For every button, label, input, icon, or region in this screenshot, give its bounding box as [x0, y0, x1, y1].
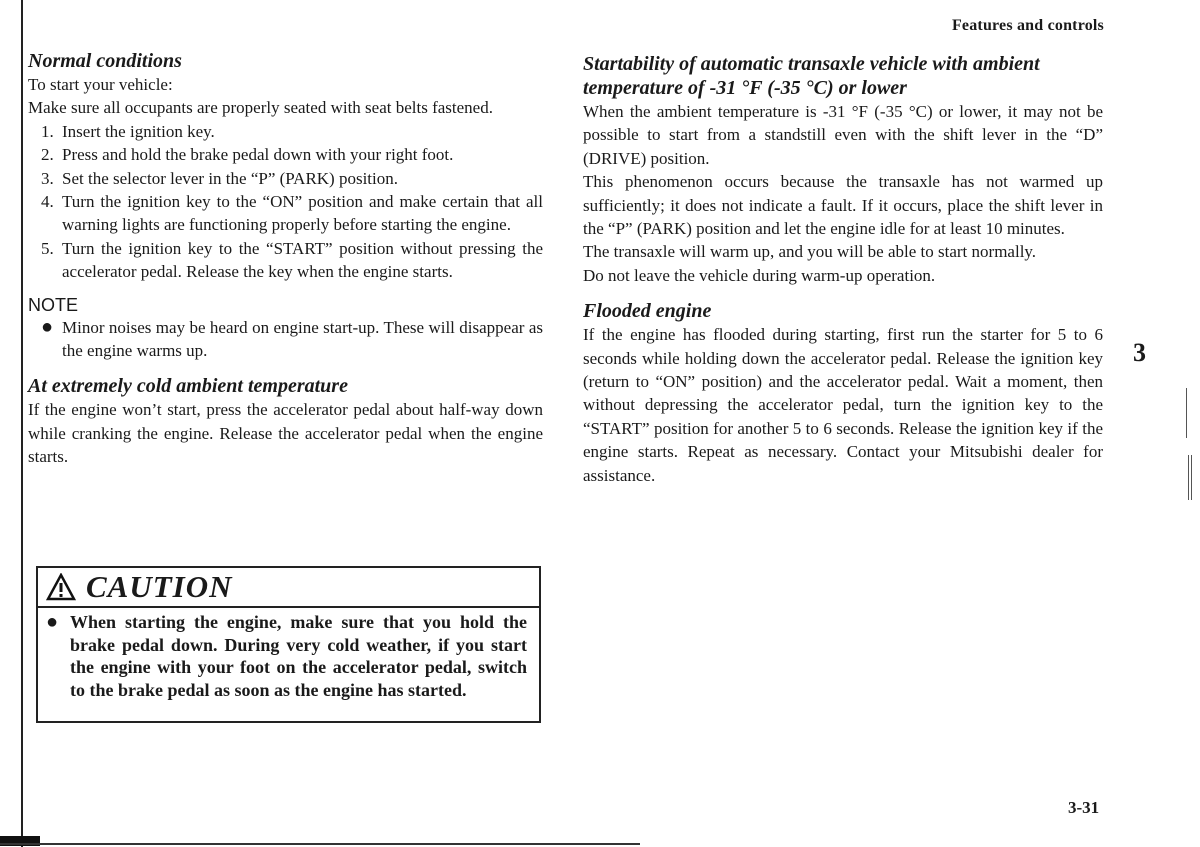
- bullet-icon: ●: [46, 611, 59, 633]
- left-column: [28, 49, 543, 469]
- startability-paragraph: Do not leave the vehicle during warm-up operation.: [583, 265, 936, 285]
- edge-tick: [1188, 455, 1189, 500]
- startability-paragraph: This phenomenon occurs because the transaxle has not warmed up sufficiently; it does not indicate a fault. If it occurs, place the shift lever in the “P” (PARK) position and let the engine idle for at least 10 minutes.: [583, 172, 1103, 239]
- warning-triangle-icon: [46, 573, 76, 601]
- step-number: 5.: [41, 238, 54, 258]
- cold-temperature-heading: At extremely cold ambient temperature: [28, 375, 348, 398]
- caution-title: CAUTION: [86, 569, 233, 604]
- list-item: [28, 120, 543, 143]
- caution-box: [36, 566, 541, 723]
- step-number: 2.: [41, 145, 54, 165]
- step-text: Insert the ignition key.: [62, 121, 215, 141]
- intro-line: To start your vehicle:: [28, 75, 173, 94]
- note-text: Minor noises may be heard on engine start-up. These will disappear as the engine warms up.: [62, 317, 543, 361]
- chapter-number: 3: [1133, 338, 1146, 367]
- step-text: Turn the ignition key to the “ON” position and make certain that all warning lights are functioning properly before starting the engine.: [62, 192, 543, 235]
- cold-temperature-text: If the engine won’t start, press the accelerator pedal about half-way down while cranking the engine. Release the accelerator pedal when the engine starts.: [28, 400, 543, 467]
- startability-paragraph: When the ambient temperature is -31 °F (-35 °C) or lower, it may not be possible to start from a standstill even with the shift lever in the “D” (DRIVE) position.: [583, 102, 1103, 168]
- list-item: [28, 143, 543, 166]
- edge-tick: [1191, 455, 1192, 500]
- left-binding-rule: [21, 0, 23, 847]
- list-item: [28, 167, 543, 190]
- page-number: 3-31: [1068, 798, 1100, 817]
- edge-tick: [1186, 388, 1187, 438]
- flooded-engine-text: If the engine has flooded during starting, first run the starter for 5 to 6 seconds while holding down the accelerator pedal. Release the ignition key (return to “ON” position) and the accelerator pedal. Wait a moment, then without depressing the accelerator pedal, turn the ignition key to the “START” position for another 5 to 6 seconds. Release the ignition key if the engine starts. Repeat as necessary. Contact your Mitsubishi dealer for assistance.: [583, 325, 1103, 485]
- list-item: [28, 237, 543, 284]
- step-text: Set the selector lever in the “P” (PARK) position.: [62, 168, 399, 188]
- intro-paragraph: Make sure all occupants are properly seated with seat belts fastened.: [28, 98, 493, 118]
- step-number: 1.: [41, 121, 54, 141]
- caution-body: [38, 608, 539, 701]
- page-header: Features and controls: [951, 17, 1104, 34]
- step-number: 4.: [41, 192, 54, 212]
- step-number: 3.: [41, 168, 54, 188]
- note-title: NOTE: [28, 294, 79, 315]
- flooded-engine-heading: Flooded engine: [583, 300, 712, 323]
- step-text: Turn the ignition key to the “START” position without pressing the accelerator pedal. Release the key when the engine starts.: [62, 238, 543, 282]
- startability-paragraph: The transaxle will warm up, and you will be able to start normally.: [583, 242, 1037, 262]
- note-bullet: [28, 316, 543, 363]
- list-item: [28, 190, 543, 237]
- bottom-rule: [0, 843, 640, 845]
- caution-header: [38, 568, 539, 608]
- startability-heading: Startability of automatic transaxle vehicle with ambient temperature of -31 °F (-35 °C) or lower: [583, 53, 1040, 99]
- bullet-icon: ●: [41, 315, 54, 338]
- step-text: Press and hold the brake pedal down with your right foot.: [62, 145, 454, 165]
- normal-conditions-heading: Normal conditions: [28, 50, 182, 72]
- start-steps-list: [28, 120, 543, 284]
- caution-text: When starting the engine, make sure that you hold the brake pedal down. During very cold weather, if you start the engine with your foot on the accelerator pedal, switch to the brake pedal as soon as the engine has started.: [70, 612, 527, 700]
- right-column: [583, 52, 1103, 487]
